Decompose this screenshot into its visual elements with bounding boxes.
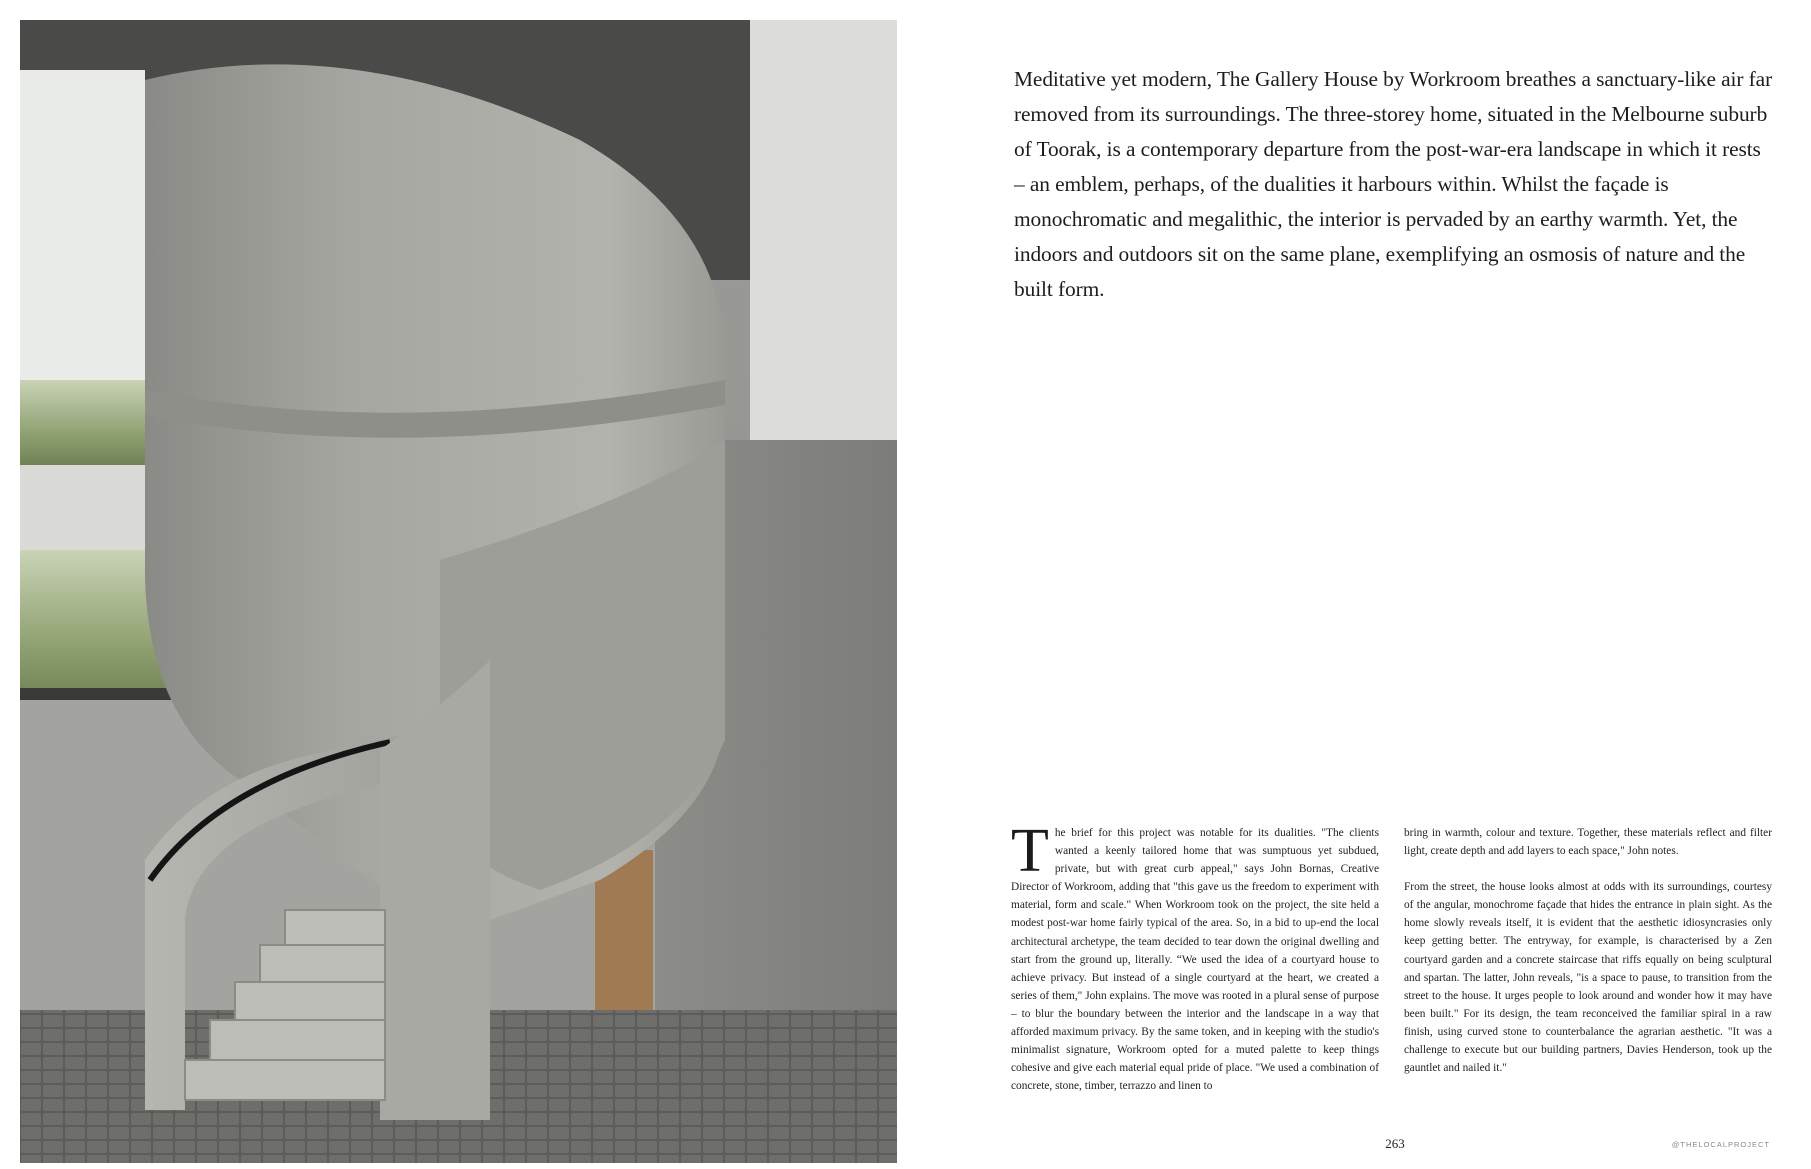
article-column-right [1404,824,1772,1077]
article-text-col1: he brief for this project was notable for its dualities. "The clients wanted a keenly tailored home that was sumptuous yet subdued, private, but with great curb appeal," says John Bornas, Creative Director of Workroom, adding that "this gave us the freedom to experiment with material, form and scale." When Workroom took on the project, the site held a modest post-war home fairly typical of the area. So, in a bid to up-end the local architectural archetype, the team decided to tear down the original dwelling and start from the ground up, literally. “We used the idea of a courtyard house to achieve privacy. But instead of a single courtyard at the heart, we created a series of them," John explains. The move was rooted in a plural sense of purpose – to blur the boundary between the interior and the landscape in a way that afforded maximum privacy. By the same token, and in keeping with the studio's minimalist signature, Workroom opted for a muted palette to keep things cohesive and give each material equal pride of place. "We used a combination of concrete, stone, timber, terrazzo and linen to [1011,827,1379,1093]
social-handle: @THELOCALPROJECT [1671,1140,1770,1149]
article-paragraph-2: bring in warmth, colour and texture. Together, these materials reflect and filter light, create depth and add layers to each space," John notes. [1404,827,1772,858]
staircase-photo [20,20,897,1163]
article-paragraph-1 [1011,817,1379,1095]
article-paragraph-3: From the street, the house looks almost at odds with its surroundings, courtesy of the angular, monochrome façade that hides the entrance in plain sight. As the home slowly reveals itself, it is evident that the aesthetic idiosyncrasies only keep getting better. The entryway, for example, is characterised by a Zen courtyard garden and a concrete staircase that riffs equally on being sculptural and spartan. The latter, John reveals, "is a space to pause, to transition from the street to the house. It urges people to look around and wonder how it may have been built." For its design, the team reconceived the familiar spiral in a raw finish, using curved stone to counterbalance the agrarian aesthetic. "It was a challenge to execute but our building partners, Davies Henderson, took up the gauntlet and nailed it." [1404,881,1772,1075]
intro-paragraph: Meditative yet modern, The Gallery House by Workroom breathes a sanctuary-like air far removed from its surroundings. The three-storey home, situated in the Melbourne suburb of Toorak, is a contemporary departure from the post-war-era landscape in which it rests – an emblem, perhaps, of the dualities it harbours within. Whilst the façade is monochromatic and megalithic, the interior is pervaded by an earthy warmth. Yet, the indoors and outdoors sit on the same plane, exemplifying an osmosis of nature and the built form. [1014,67,1773,301]
drop-cap: T [1011,817,1049,885]
staircase-illustration [20,20,897,1163]
article-column-left [1011,817,1379,1095]
page-number: 263 [1385,1136,1405,1151]
